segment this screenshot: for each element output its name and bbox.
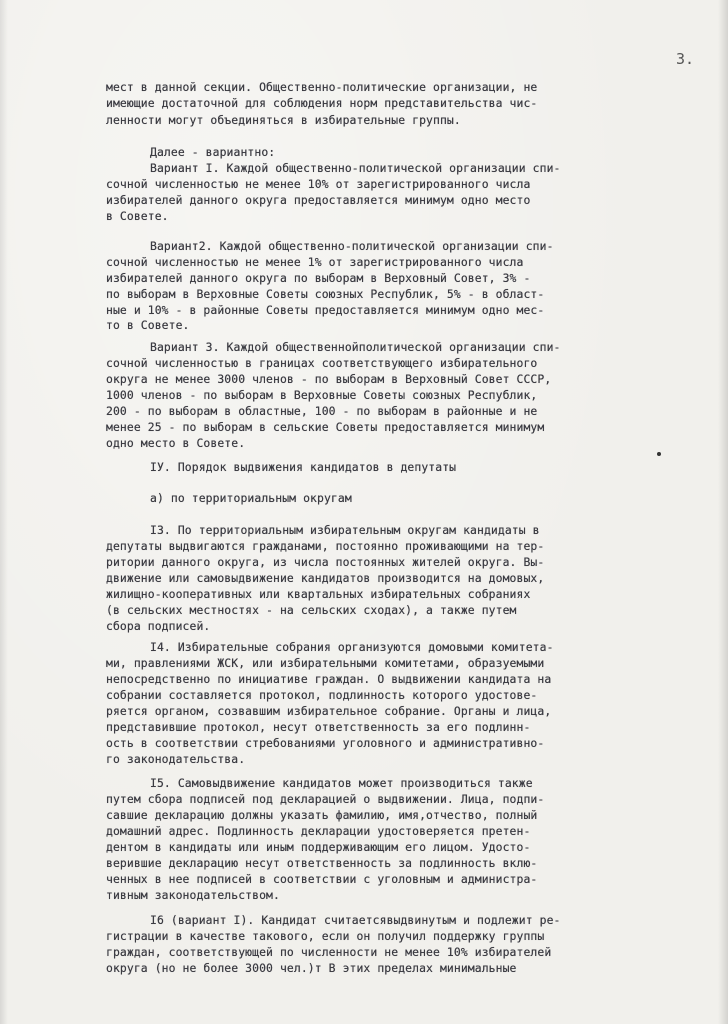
- text-line: избирателей данного округа предоставляется минимум одно место: [106, 193, 531, 207]
- text-line: ритории данного округа, из числа постоянных жителей округа. Вы-: [106, 555, 545, 569]
- text-line: Далее - вариантно:: [150, 145, 276, 159]
- text-line: имеющие достаточной для соблюдения норм представительства чис-: [106, 96, 538, 110]
- text-line: I4. Избирательные собрания организуются домовыми комитета-: [150, 640, 554, 654]
- text-line: менее 25 - по выборам в сельские Советы предоставляется минимум: [106, 420, 545, 434]
- text-line: в Совете.: [106, 209, 169, 223]
- text-line: мест в данной секции. Общественно-политические организации, не: [106, 80, 538, 94]
- text-line: собрании составляется протокол, подлинность которого удостове-: [106, 688, 538, 702]
- text-line: ряется органом, созвавшим избирательное собрание. Органы и лица,: [106, 704, 552, 718]
- section-heading: IУ. Порядок выдвижения кандидатов в депутаты: [150, 460, 457, 474]
- text-line: движение или самовыдвижение кандидатов производится на домовых,: [106, 571, 545, 585]
- text-line: I3. По территориальным избирательным округам кандидаты в: [150, 523, 540, 537]
- ink-speck: [657, 452, 661, 456]
- text-line: тивным законодательством.: [106, 888, 280, 902]
- text-line: то в Совете.: [106, 318, 190, 332]
- text-line: избирателей данного округа по выборам в Верховный Совет, 3% -: [106, 271, 531, 285]
- text-line: ченных в нее подписей в соответствии с уголовным и администра-: [106, 872, 538, 886]
- text-line: верившие декларацию несут ответственность за подлинность вклю-: [106, 856, 538, 870]
- text-line: округа (но не более 3000 чел.)т В этих пределах минимальные: [106, 961, 517, 975]
- text-line: сбора подписей.: [106, 619, 211, 633]
- text-line: сочной численностью не менее 1% от зарегистрированного числа: [106, 255, 524, 269]
- text-line: гистрации в качестве такового, если он получил поддержку группы: [106, 929, 545, 943]
- text-line: I5. Самовыдвижение кандидатов может производиться также: [150, 776, 533, 790]
- text-line: округа не менее 3000 членов - по выборам в Верховный Совет СССР,: [106, 372, 552, 386]
- text-line: одно место в Совете.: [106, 436, 246, 450]
- text-line: го законодательства.: [106, 752, 246, 766]
- text-line: дентом в кандидаты или иным поддерживающим его лицом. Удосто-: [106, 840, 531, 854]
- text-line: ные и 10% - в районные Советы предоставляется минимум одно мес-: [106, 303, 545, 317]
- text-line: по выборам в Верховные Советы союзных Республик, 5% - в област-: [106, 287, 545, 301]
- text-line: сочной численностью в границах соответствующего избирательного: [106, 356, 538, 370]
- text-line: 200 - по выборам в областные, 100 - по выборам в районные и не: [106, 404, 538, 418]
- text-line: депутаты выдвигаются гражданами, постоянно проживающими на тер-: [106, 539, 545, 553]
- text-line: ость в соответствии стребованиями уголовного и административно-: [106, 736, 545, 750]
- text-line: (в сельских местностях - на сельских сходах), а также путем: [106, 603, 517, 617]
- text-line: путем сбора подписей под декларацией о выдвижении. Лица, подпи-: [106, 792, 545, 806]
- text-line: Вариант I. Каждой общественно-политической организации спи-: [150, 161, 561, 175]
- text-line: представившие протокол, несут ответственность за его подлинн-: [106, 720, 531, 734]
- text-line: I6 (вариант I). Кандидат считаетсявыдвинутым и подлежит ре-: [150, 913, 561, 927]
- text-line: домашний адрес. Подлинность декларации удостоверяется претен-: [106, 824, 531, 838]
- subsection-heading: а) по территориальным округам: [150, 491, 352, 505]
- text-line: ленности могут объединяться в избирательные группы.: [106, 113, 461, 127]
- text-line: жилищно-кооперативных или квартальных избирательных собраниях: [106, 587, 531, 601]
- text-line: непосредственно по инициативе граждан. О выдвижении кандидата на: [106, 672, 552, 686]
- text-line: граждан, соответствующей по численности не менее 10% избирателей: [106, 945, 552, 959]
- page-number: 3.: [676, 50, 695, 68]
- text-line: Вариант2. Каждой общественно-политической организации спи-: [150, 239, 554, 253]
- text-line: сочной численностью не менее 10% от зарегистрированного числа: [106, 177, 531, 191]
- text-line: ми, правлениями ЖСК, или избирательными комитетами, образуемыми: [106, 656, 545, 670]
- text-line: Вариант 3. Каждой общественнойполитической организации спи-: [150, 340, 561, 354]
- text-line: 1000 членов - по выборам в Верховные Советы союзных Республик,: [106, 388, 538, 402]
- text-line: савшие декларацию должны указать фамилию, имя,отчество, полный: [106, 808, 538, 822]
